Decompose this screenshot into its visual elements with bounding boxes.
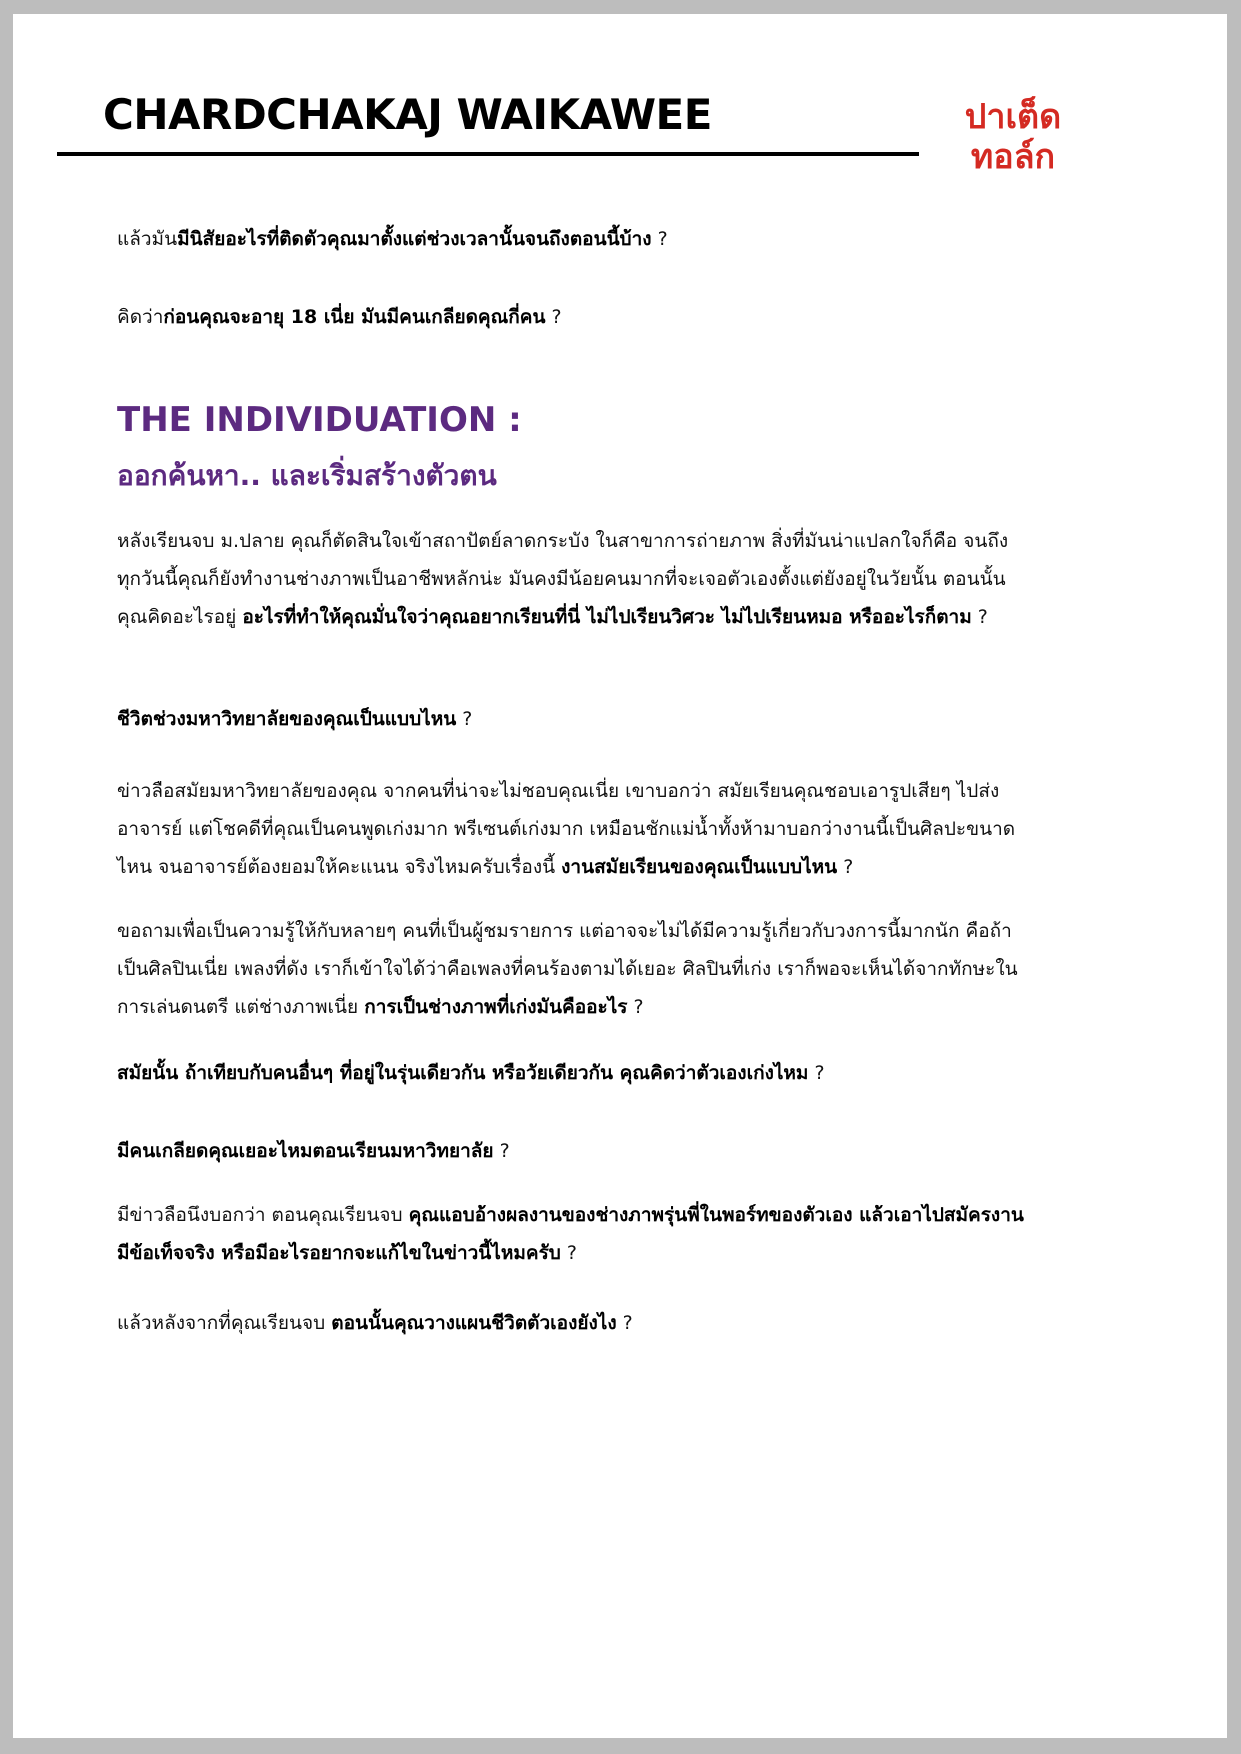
intro-question-1: แล้วมันมีนิสัยอะไรที่ติดตัวคุณมาตั้งแต่ช่วงเวลานั้นจนถึงตอนนี้บ้าง ? <box>117 228 668 250</box>
section-title: THE INDIVIDUATION : <box>117 400 522 440</box>
logo-line-1: ปาเต็ด <box>964 97 1062 137</box>
question-paragraph-7: มีข่าวลือนึงบอกว่า ตอนคุณเรียนจบ คุณแอบอ้างผลงานของช่างภาพรุ่นพี่ในพอร์ทของตัวเอง แล้วเอาไปสมัครงาน มีข้อเท็จจริง หรือมีอะไรอยากจะแก้ไขในข่าวนี้ไหมครับ ? <box>117 1204 1024 1264</box>
section-subtitle: ออกค้นหา.. และเริ่มสร้างตัวตน <box>117 459 497 492</box>
header-divider <box>57 152 919 156</box>
question-paragraph-3: ข่าวลือสมัยมหาวิทยาลัยของคุณ จากคนที่น่าจะไม่ชอบคุณเนี่ย เขาบอกว่า สมัยเรียนคุณชอบเอารูปเสียๆ ไปส่งอาจารย์ แต่โชคดีที่คุณเป็นคนพูดเก่งมาก พรีเซนต์เก่งมาก เหมือนชักแม่น้ำทั้งห้ามาบอกว่างานนี้เป็นศิลปะขนาดไหน จนอาจารย์ต้องยอมให้คะแนน จริงไหมครับเรื่องนี้ งานสมัยเรียนของคุณเป็นแบบไหน ? <box>117 780 1016 878</box>
document-page <box>13 14 1227 1738</box>
intro-question-2: คิดว่าก่อนคุณจะอายุ 18 เนี่ย มันมีคนเกลียดคุณกี่คน ? <box>117 306 562 328</box>
question-paragraph-6: มีคนเกลียดคุณเยอะไหมตอนเรียนมหาวิทยาลัย ? <box>117 1140 510 1162</box>
question-paragraph-8: แล้วหลังจากที่คุณเรียนจบ ตอนนั้นคุณวางแผนชีวิตตัวเองยังไง ? <box>117 1312 633 1334</box>
patedtalk-logo-icon <box>957 86 1069 182</box>
logo-line-2: ทอล์ก <box>970 137 1056 177</box>
document-title: CHARDCHAKAJ WAIKAWEE <box>103 90 712 139</box>
question-paragraph-2: ชีวิตช่วงมหาวิทยาลัยของคุณเป็นแบบไหน ? <box>117 708 473 730</box>
question-paragraph-5: สมัยนั้น ถ้าเทียบกับคนอื่นๆ ที่อยู่ในรุ่นเดียวกัน หรือวัยเดียวกัน คุณคิดว่าตัวเองเก่งไหม ? <box>117 1062 825 1084</box>
question-paragraph-4: ขอถามเพื่อเป็นความรู้ให้กับหลายๆ คนที่เป็นผู้ชมรายการ แต่อาจจะไม่ได้มีความรู้เกี่ยวกับวงการนี้มากนัก คือถ้าเป็นศิลปินเนี่ย เพลงที่ดัง เราก็เข้าใจได้ว่าคือเพลงที่คนร้องตามได้เยอะ ศิลปินที่เก่ง เราก็พอจะเห็นได้จากทักษะในการเล่นดนตรี แต่ช่างภาพเนี่ย การเป็นช่างภาพที่เก่งมันคืออะไร ? <box>117 920 1018 1018</box>
question-paragraph-1: หลังเรียนจบ ม.ปลาย คุณก็ตัดสินใจเข้าสถาปัตย์ลาดกระบัง ในสาขาการถ่ายภาพ สิ่งที่มันน่าแปลกใจก็คือ จนถึงทุกวันนี้คุณก็ยังทำงานช่างภาพเป็นอาชีพหลักน่ะ มันคงมีน้อยคนมากที่จะเจอตัวเองตั้งแต่ยังอยู่ในวัยนั้น ตอนนั้นคุณคิดอะไรอยู่ อะไรที่ทำให้คุณมั่นใจว่าคุณอยากเรียนที่นี่ ไม่ไปเรียนวิศวะ ไม่ไปเรียนหมอ หรืออะไรก็ตาม ? <box>117 530 1009 628</box>
